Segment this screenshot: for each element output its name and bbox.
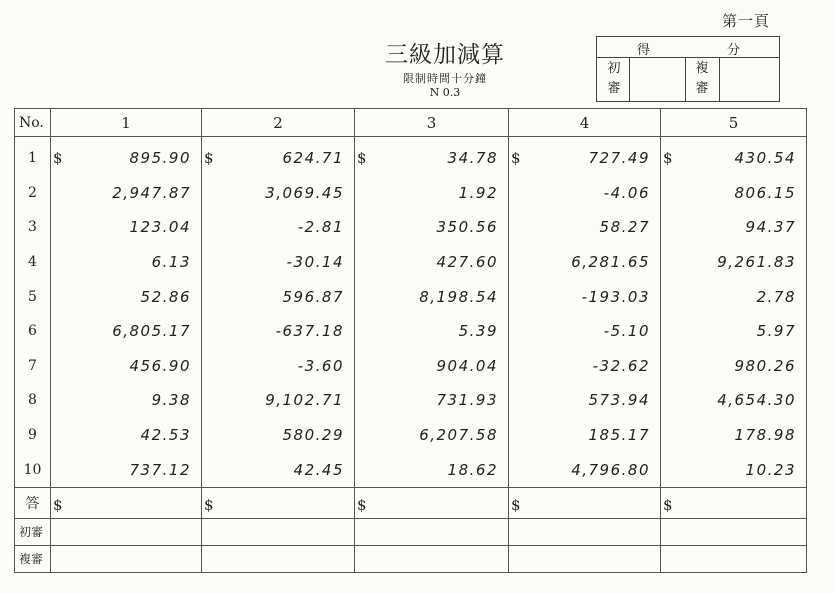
row-number: 3 (15, 210, 51, 245)
value-cell: 4,654.30 (661, 383, 807, 418)
value-cell (355, 137, 509, 176)
value-cell: 3,069.45 (202, 176, 355, 211)
row-number: 2 (15, 176, 51, 211)
value-cell: 6,281.65 (509, 245, 661, 280)
dollar-sign: $ (357, 495, 367, 514)
value-cell: 350.56 (355, 210, 509, 245)
value-cell: -30.14 (202, 245, 355, 280)
value-cell: 185.17 (509, 418, 661, 453)
value-cell: -4.06 (509, 176, 661, 211)
value-cell (661, 137, 807, 176)
answer-label: 答 (15, 487, 51, 518)
value-cell: 980.26 (661, 349, 807, 384)
value-cell: 904.04 (355, 349, 509, 384)
no-column-header: No. (15, 109, 51, 137)
table-row (15, 452, 807, 487)
answer-field-4[interactable] (509, 487, 661, 518)
row-number: 4 (15, 245, 51, 280)
value-cell: -193.03 (509, 279, 661, 314)
table-row (15, 418, 807, 453)
value-cell: 9,261.83 (661, 245, 807, 280)
score-header (597, 37, 779, 58)
second-review-field-2[interactable] (202, 545, 355, 572)
value-cell: 5.39 (355, 314, 509, 349)
value-cell: 8,198.54 (355, 279, 509, 314)
value-cell: -5.10 (509, 314, 661, 349)
answer-field-5[interactable] (661, 487, 807, 518)
value-cell: 6.13 (51, 245, 202, 280)
value-cell: 737.12 (51, 452, 202, 487)
value-cell: 1.92 (355, 176, 509, 211)
value-cell: 52.86 (51, 279, 202, 314)
calculation-table (14, 108, 807, 573)
value-cell: 580.29 (202, 418, 355, 453)
value-cell: 9.38 (51, 383, 202, 418)
answer-row (15, 487, 807, 518)
value-cell: 427.60 (355, 245, 509, 280)
second-review-char-1: 複 (695, 61, 709, 76)
value-cell: -3.60 (202, 349, 355, 384)
value-cell: 123.04 (51, 210, 202, 245)
value: 34.78 (447, 149, 498, 168)
second-review-char-2: 審 (695, 81, 709, 96)
first-review-field-2[interactable] (202, 518, 355, 545)
value-cell (509, 137, 661, 176)
value-cell: 2,947.87 (51, 176, 202, 211)
value: 430.54 (734, 149, 796, 168)
dollar-sign: $ (204, 495, 214, 514)
dollar-sign: $ (663, 149, 673, 168)
value-cell: 806.15 (661, 176, 807, 211)
value-cell (202, 137, 355, 176)
second-review-field-3[interactable] (355, 545, 509, 572)
value-cell: 2.78 (661, 279, 807, 314)
dollar-sign: $ (53, 149, 63, 168)
score-header-left: 得 (637, 43, 651, 58)
value-cell: 6,805.17 (51, 314, 202, 349)
answer-field-3[interactable] (355, 487, 509, 518)
value-cell: 596.87 (202, 279, 355, 314)
first-review-row (15, 518, 807, 545)
first-review-char-2: 審 (607, 81, 621, 96)
second-review-row-label: 複審 (15, 545, 51, 572)
value-cell: 10.23 (661, 452, 807, 487)
first-review-field-4[interactable] (509, 518, 661, 545)
first-review-row-label: 初審 (15, 518, 51, 545)
row-number: 6 (15, 314, 51, 349)
value: 727.49 (588, 149, 650, 168)
time-limit: 限制時間十分鐘 (403, 72, 487, 85)
row-number: 9 (15, 418, 51, 453)
first-review-field-3[interactable] (355, 518, 509, 545)
first-review-label-cell (597, 58, 630, 101)
first-review-field-5[interactable] (661, 518, 807, 545)
row-number: 10 (15, 452, 51, 487)
value-cell (51, 137, 202, 176)
value-cell: 573.94 (509, 383, 661, 418)
value-cell: 4,796.80 (509, 452, 661, 487)
value-cell: 731.93 (355, 383, 509, 418)
second-review-label-cell (685, 58, 720, 101)
header-row (15, 109, 807, 137)
score-box (596, 36, 780, 102)
table-row (15, 383, 807, 418)
dollar-sign: $ (204, 149, 214, 168)
column-header-1: 1 (51, 109, 202, 137)
table-row (15, 245, 807, 280)
value-cell: -637.18 (202, 314, 355, 349)
first-review-char-1: 初 (607, 61, 621, 76)
page-title: 三級加減算 (385, 42, 505, 68)
dollar-sign: $ (53, 495, 63, 514)
value: 895.90 (129, 149, 191, 168)
first-review-score-field[interactable] (629, 58, 686, 101)
row-number: 5 (15, 279, 51, 314)
dollar-sign: $ (357, 149, 367, 168)
value-cell: 94.37 (661, 210, 807, 245)
value-cell: 5.97 (661, 314, 807, 349)
first-review-field-1[interactable] (51, 518, 202, 545)
page-number: 第一頁 (722, 12, 771, 30)
answer-field-1[interactable] (51, 487, 202, 518)
value-cell: 178.98 (661, 418, 807, 453)
column-header-3: 3 (355, 109, 509, 137)
value-cell: -32.62 (509, 349, 661, 384)
table-row (15, 210, 807, 245)
dollar-sign: $ (511, 495, 521, 514)
second-review-row (15, 545, 807, 572)
dollar-sign: $ (663, 495, 673, 514)
value-cell: 456.90 (51, 349, 202, 384)
second-review-field-4[interactable] (509, 545, 661, 572)
value-cell: 6,207.58 (355, 418, 509, 453)
answer-field-2[interactable] (202, 487, 355, 518)
dollar-sign: $ (511, 149, 521, 168)
table-row (15, 176, 807, 211)
value-cell: 42.45 (202, 452, 355, 487)
value: 624.71 (282, 149, 344, 168)
table-row (15, 349, 807, 384)
sheet-code: N 0.3 (429, 86, 461, 99)
value-cell: 42.53 (51, 418, 202, 453)
value-cell: 18.62 (355, 452, 509, 487)
second-review-score-field[interactable] (719, 58, 779, 101)
value-cell: -2.81 (202, 210, 355, 245)
column-header-2: 2 (202, 109, 355, 137)
row-number: 7 (15, 349, 51, 384)
second-review-field-1[interactable] (51, 545, 202, 572)
row-number: 1 (15, 137, 51, 176)
table-row (15, 314, 807, 349)
value-cell: 58.27 (509, 210, 661, 245)
value-cell: 9,102.71 (202, 383, 355, 418)
column-header-4: 4 (509, 109, 661, 137)
table-row (15, 279, 807, 314)
column-header-5: 5 (661, 109, 807, 137)
second-review-field-5[interactable] (661, 545, 807, 572)
score-header-right: 分 (727, 43, 741, 58)
row-number: 8 (15, 383, 51, 418)
table-row (15, 137, 807, 176)
